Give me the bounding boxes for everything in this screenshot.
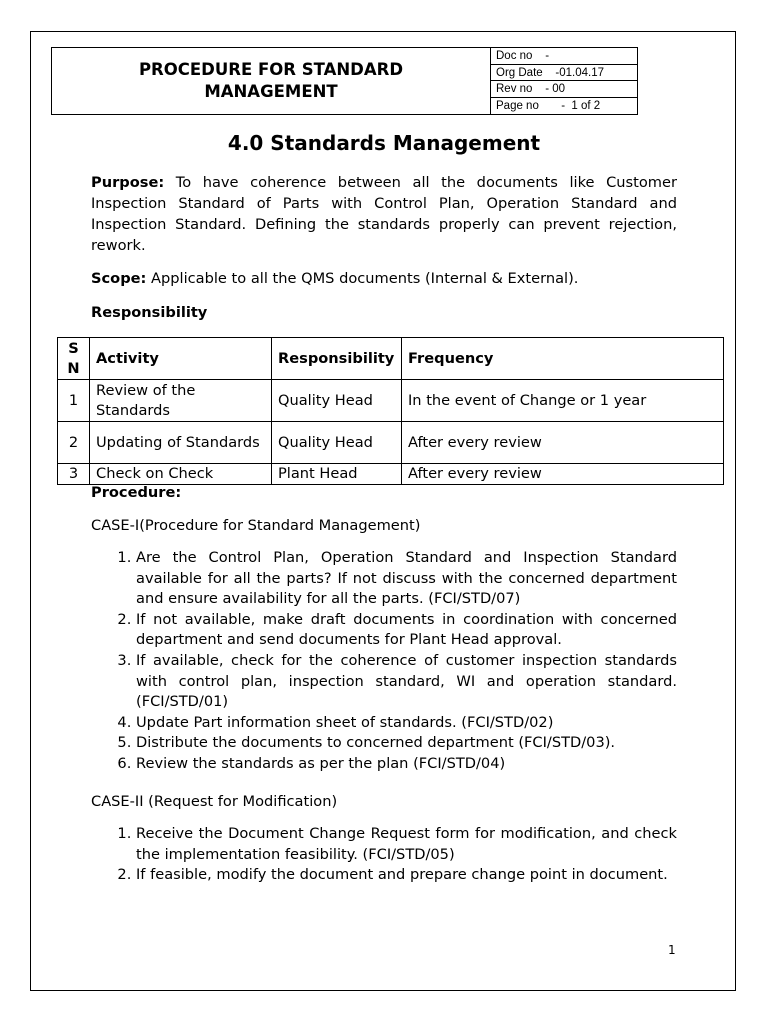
table-cell: Check on Check [90, 464, 272, 485]
list-item: 1. Receive the Document Change Request form for modification, and check the implementation feasibility. (FCI/STD/05) [136, 824, 677, 865]
table-row [58, 380, 724, 422]
document-title [52, 48, 490, 114]
column-header-frequency: Frequency [402, 338, 724, 380]
scope-paragraph [91, 268, 677, 289]
table-cell: 1 [58, 380, 90, 422]
page-number: 1 [668, 943, 676, 957]
table-header-row [58, 338, 724, 380]
document-title-line2: MANAGEMENT [204, 82, 338, 101]
scope-label: Scope: [91, 270, 147, 287]
document-header [51, 47, 638, 115]
case1-steps [91, 548, 677, 775]
rev-no: Rev no - 00 [491, 81, 638, 98]
table-cell: After every review [402, 422, 724, 464]
page-no: Page no - 1 of 2 [496, 99, 601, 112]
table-row [58, 422, 724, 464]
table-cell: Plant Head [272, 464, 402, 485]
doc-no: Doc no - [491, 48, 638, 65]
document-meta [490, 48, 638, 114]
list-item: 2. If not available, make draft documents in coordination with concerned department and send documents for Plant Head approval. [136, 610, 677, 651]
column-header-responsibility: Responsibility [272, 338, 402, 380]
table-cell: Review of the Standards [90, 380, 272, 422]
table-cell: Quality Head [272, 422, 402, 464]
purpose-paragraph [91, 172, 677, 256]
list-item: 2. If feasible, modify the document and prepare change point in document. [136, 865, 677, 886]
case1-heading: CASE-I(Procedure for Standard Management) [91, 517, 421, 534]
case2-heading: CASE-II (Request for Modification) [91, 793, 338, 810]
document-title-line1: PROCEDURE FOR STANDARD [138, 60, 404, 79]
table-cell: In the event of Change or 1 year [402, 380, 724, 422]
list-item: 6. Review the standards as per the plan (FCI/STD/04) [136, 754, 677, 775]
column-header-sn: S N [58, 338, 90, 380]
scope-text: Applicable to all the QMS documents (Internal & External). [146, 270, 579, 287]
table-cell: 2 [58, 422, 90, 464]
list-item: 4. Update Part information sheet of standards. (FCI/STD/02) [136, 713, 677, 734]
procedure-heading: Procedure: [91, 484, 182, 501]
case2-steps [91, 824, 677, 886]
table-cell: Quality Head [272, 380, 402, 422]
purpose-text: To have coherence between all the documents like Customer Inspection Standard of Parts with Control Plan, Operation Standard and Inspection Standard. Defining the standards properly can prevent rejection, rework. [91, 174, 677, 254]
column-header-activity: Activity [90, 338, 272, 380]
table-cell: After every review [402, 464, 724, 485]
org-date: Org Date -01.04.17 [491, 65, 638, 82]
list-item: 1. Are the Control Plan, Operation Standard and Inspection Standard available for all the parts? If not discuss with the concerned department and ensure availability for all the parts. (FCI/STD/07) [136, 548, 677, 610]
responsibility-table [57, 337, 724, 485]
list-item: 3. If available, check for the coherence of customer inspection standards with control plan, inspection standard, WI and operation standard. (FCI/STD/01) [136, 651, 677, 713]
purpose-label: Purpose: [91, 174, 165, 191]
table-cell: 3 [58, 464, 90, 485]
responsibility-heading: Responsibility [91, 304, 208, 321]
list-item: 5. Distribute the documents to concerned department (FCI/STD/03). [136, 733, 677, 754]
table-cell: Updating of Standards [90, 422, 272, 464]
section-title: 4.0 Standards Management [227, 131, 541, 155]
